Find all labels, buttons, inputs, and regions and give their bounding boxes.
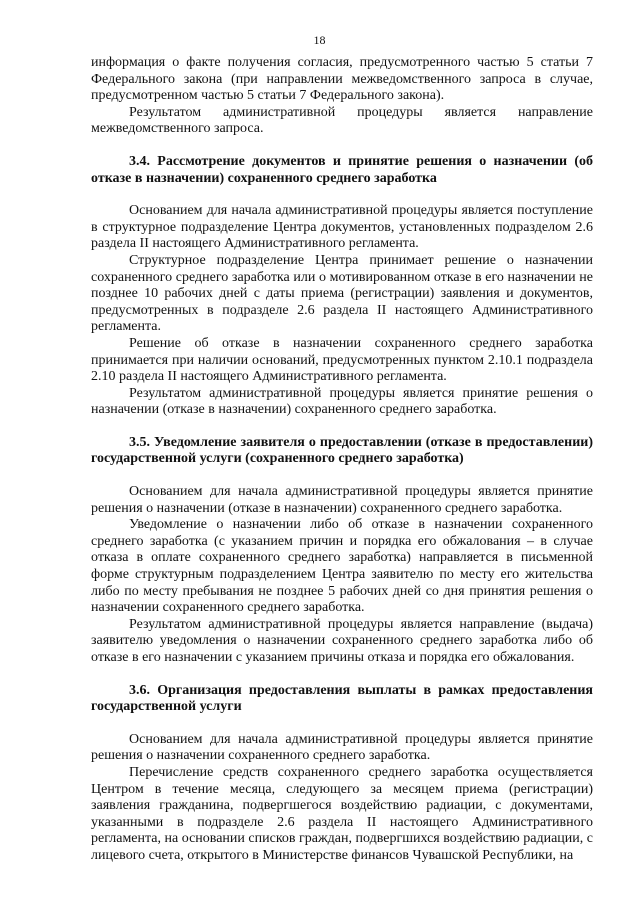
intro-paragraph: Результатом административной процедуры является направление межведомственного запроса. [91, 104, 593, 137]
section-3-5-paragraph: Уведомление о назначении либо об отказе в назначении сохраненного среднего заработка (с указанием причин и порядка его обжалования – в случае отказа в оплате сохраненного среднего заработка) направляется в письменной форме структурным подразделением Центра заявителю по месту его жительства либо по месту пребывания не позднее 5 рабочих дней со дня принятия решения о назначении сохраненного среднего заработка. [91, 517, 593, 616]
section-3-4-paragraph: Решение об отказе в назначении сохраненного среднего заработка принимается при наличии оснований, предусмотренных пунктом 2.10.1 подраздела 2.10 раздела II настоящего Административного регламента. [91, 335, 593, 385]
section-3-4-paragraph: Результатом административной процедуры является принятие решения о назначении (отказе в назначении) сохраненного среднего заработка. [91, 385, 593, 418]
intro-paragraph: информация о факте получения согласия, предусмотренного частью 5 статьи 7 Федерального закона (при направлении межведомственного запроса в случае, предусмотренном частью 5 статьи 7 Федерального закона). [91, 55, 593, 104]
section-3-4-paragraph: Основанием для начала административной процедуры является поступление в структурное подразделение Центра документов, установленных подразделом 2.6 раздела II настоящего Административного регламента. [91, 203, 593, 252]
section-3-6-paragraph: Перечисление средств сохраненного среднего заработка осуществляется Центром в течение месяца, следующего за месяцем приема (регистрации) заявления гражданина, подвергшегося воздействию радиации, с документами, указанными в подразделе 2.6 раздела II настоящего Административного регламента, на основании списков граждан, подвергшихся воздействию радиации, с лицевого счета, открытого в Министерстве финансов Чувашской Республики, на [91, 764, 594, 863]
section-heading-3-5: 3.5. Уведомление заявителя о предоставлении (отказе в предоставлении) государственной услуги (сохраненного среднего заработка) [91, 434, 593, 467]
section-3-5-paragraph: Результатом административной процедуры является направление (выдача) заявителю уведомления о назначении сохраненного среднего заработка либо об отказе в его назначении с указанием причины отказа и порядка его обжалования. [91, 616, 593, 665]
section-heading-3-4: 3.4. Рассмотрение документов и принятие решения о назначении (об отказе в назначении) сохраненного среднего заработка [91, 153, 593, 186]
section-3-4-paragraph: Структурное подразделение Центра принимает решение о назначении сохраненного среднего заработка или о мотивированном отказе в его назначении не позднее 10 рабочих дней с даты приема (регистрации) заявления и документов, предусмотренных в подразделе 2.6 раздела II настоящего Административного регламента. [91, 252, 593, 335]
section-3-5-paragraph: Основанием для начала административной процедуры является принятие решения о назначении (отказе в назначении) сохраненного среднего заработка. [91, 484, 593, 516]
section-heading-3-6: 3.6. Организация предоставления выплаты в рамках предоставления государственной услуги [91, 682, 593, 715]
document-body [91, 55, 593, 865]
page-number: 18 [313, 33, 326, 47]
section-3-6-paragraph: Основанием для начала административной процедуры является принятие решения о назначении сохраненного среднего заработка. [91, 731, 593, 764]
